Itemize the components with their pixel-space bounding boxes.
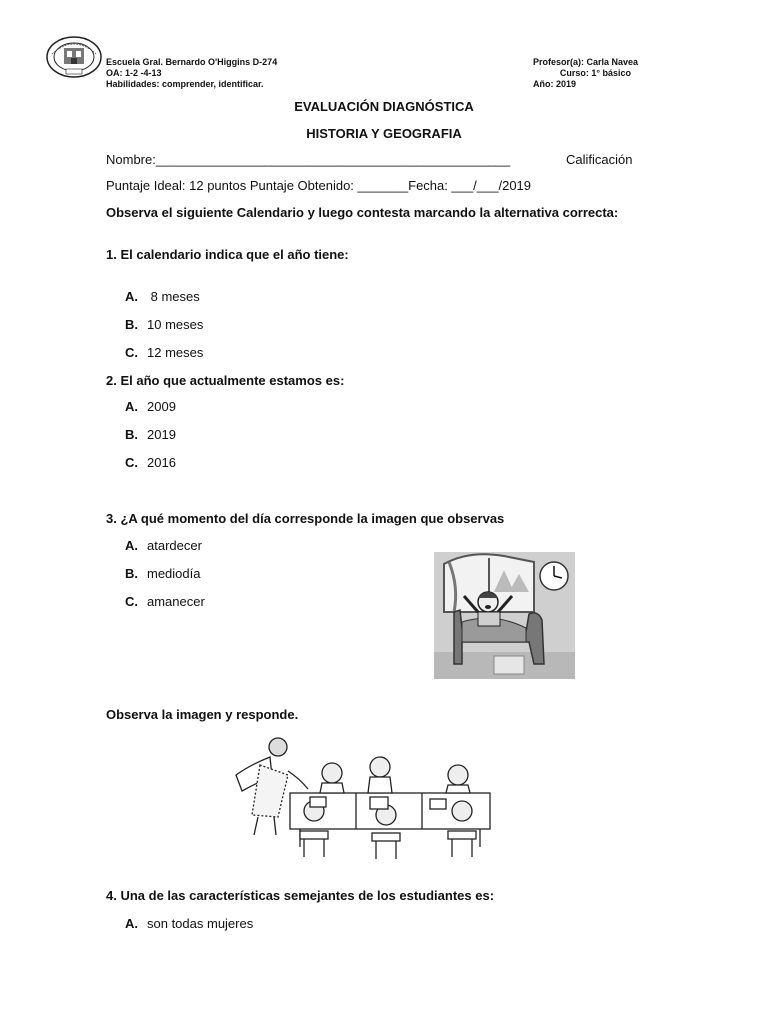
q1-option-b: B. 10 meses — [125, 317, 204, 332]
calendar-instruction: Observa el siguiente Calendario y luego contesta marcando la alternativa correcta: — [106, 205, 619, 220]
course: Curso: 1° básico — [559, 68, 631, 78]
question-3: 3. ¿A qué momento del día corresponde la imagen que observas — [106, 511, 505, 526]
question-1: 1. El calendario indica que el año tiene: — [106, 247, 349, 262]
q3-option-b: B. mediodía — [125, 566, 201, 581]
q2-option-a: A. 2009 — [125, 399, 176, 414]
child-waking-up-image — [434, 552, 575, 679]
q3-option-a: A. atardecer — [125, 538, 202, 553]
q3-option-c: C. amanecer — [125, 594, 205, 609]
score-line: Puntaje Ideal: 12 puntos Puntaje Obtenido: _______Fecha: ___/___/2019 — [106, 178, 532, 193]
image-instruction: Observa la imagen y responde. — [106, 707, 299, 722]
learning-objectives: OA: 1-2 -4-13 — [106, 68, 162, 78]
school-seal-logo — [46, 36, 102, 78]
question-4: 4. Una de las características semejantes de los estudiantes es: — [106, 888, 495, 903]
q4-option-a: A. son todas mujeres — [125, 916, 254, 931]
school-year: Año: 2019 — [533, 79, 577, 89]
school-name: Escuela Gral. Bernardo O'Higgins D-274 — [106, 57, 278, 67]
classroom-children-image — [230, 735, 496, 862]
q1-option-c: C. 12 meses — [125, 345, 204, 360]
teacher-name: Profesor(a): Carla Navea — [532, 57, 638, 67]
name-field: Nombre:_________________________________________________ — [106, 152, 511, 167]
skills: Habilidades: comprender, identificar. — [106, 79, 264, 89]
grade-label: Calificación — [566, 152, 633, 167]
subject-title: HISTORIA Y GEOGRAFIA — [306, 126, 462, 141]
question-2: 2. El año que actualmente estamos es: — [106, 373, 345, 388]
q1-option-a: A. 8 meses — [125, 289, 200, 304]
page-title: EVALUACIÓN DIAGNÓSTICA — [294, 99, 474, 114]
q2-option-b: B. 2019 — [125, 427, 176, 442]
q2-option-c: C. 2016 — [125, 455, 176, 470]
